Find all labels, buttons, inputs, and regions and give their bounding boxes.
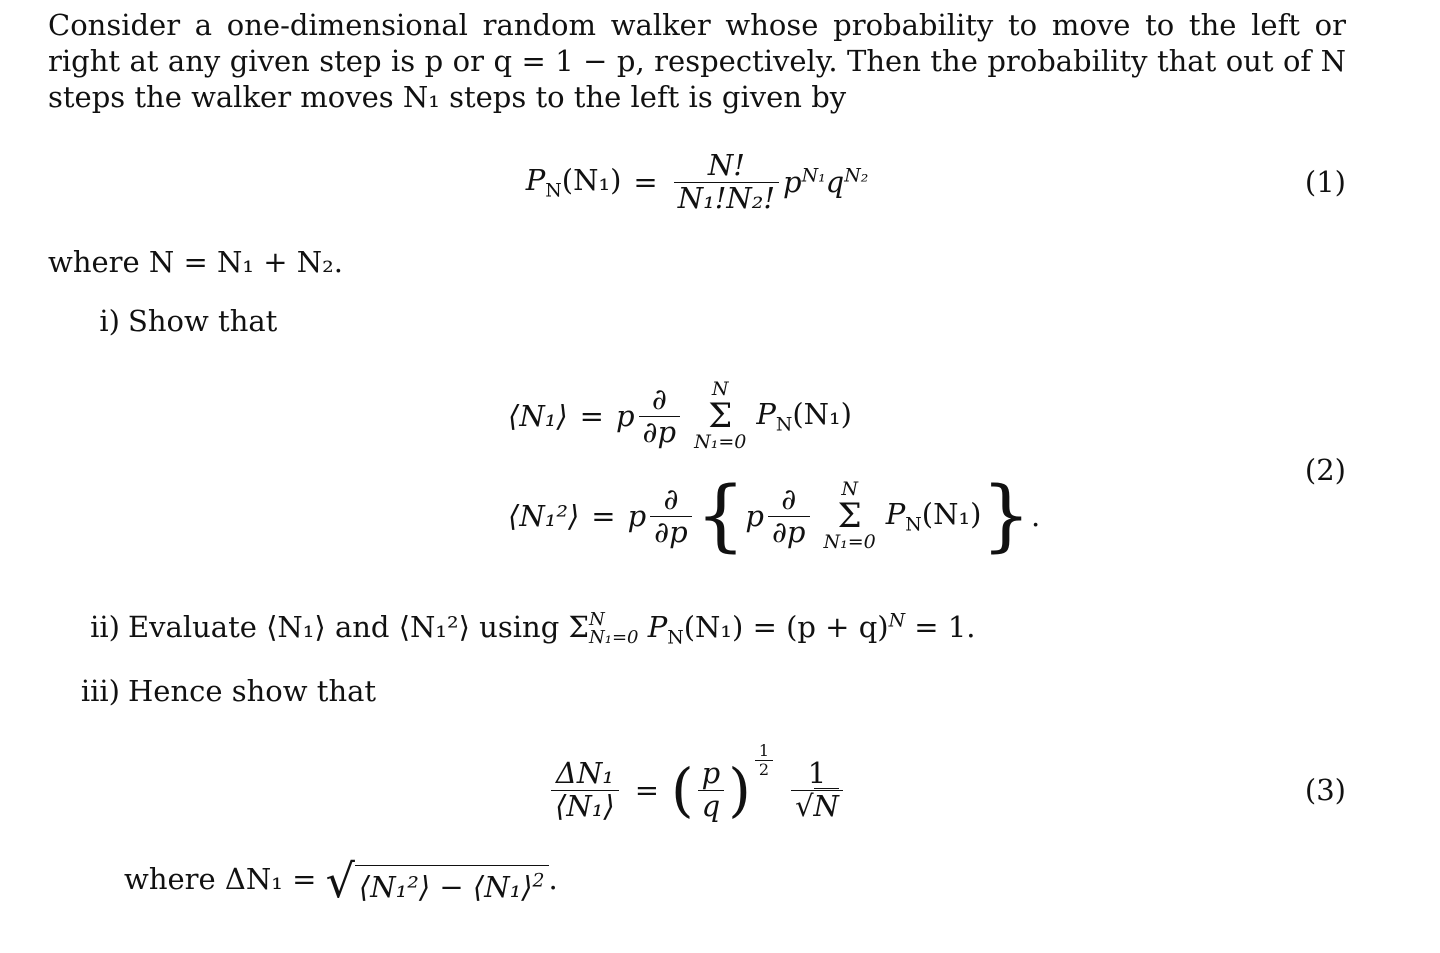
where-definition-2: where ΔN₁ = √ ⟨N₁²⟩ − ⟨N₁⟩$^2$ . (124, 854, 558, 908)
eq2-brace-open: { (695, 471, 746, 561)
item-i (48, 304, 277, 338)
equation-number-2: (2) (1304, 453, 1346, 487)
eq2-brace-close: } (981, 471, 1032, 561)
eq2-line2-sum: N Σ N₁=0 (823, 478, 876, 553)
eq3-exponent: $\frac{1}{2}$ (755, 742, 773, 778)
eq2-line1-lhs: ⟨N₁⟩ (508, 399, 568, 433)
eq1-lhs-sub: N (545, 180, 562, 202)
equation-number-3: (3) (1304, 773, 1346, 807)
item-i-label: i) (99, 304, 120, 338)
eq2-line2-partial: $\frac{\partial}{\partial p}$ (650, 484, 692, 549)
intro-paragraph: Consider a one-dimensional random walker whose probability to move to the left or right at any given step is p or q = 1 − p, respectively. Then the probability that out of N steps the walker moves N₁ steps to the left is given by (48, 8, 1346, 114)
eq2-line2-inner-p: p (745, 499, 764, 533)
eq2-line2-inner-partial: $\frac{\partial}{\partial p}$ (768, 484, 810, 549)
eq2-line2-p: p (627, 499, 647, 533)
item-i-text: Show that (128, 304, 278, 338)
item-iii-text: Hence show that (128, 674, 377, 708)
item-ii-text: Evaluate ⟨N₁⟩ and ⟨N₁²⟩ using Σ (128, 610, 589, 644)
eq1-equals: = (633, 165, 658, 199)
eq3-paren-open: ( (671, 756, 694, 824)
item-ii-label: ii) (90, 610, 120, 644)
eq1-p: p (783, 165, 802, 199)
eq2-line2-lhs: ⟨N₁²⟩ (508, 499, 580, 533)
eq1-fraction (674, 147, 779, 215)
where-definition-1: where N = N₁ + N₂. (48, 245, 343, 279)
eq2-line2-summand: $P_N(N_1)$ (885, 496, 982, 536)
eq2-line-2 (508, 462, 1040, 570)
eq3-rhs-fraction: $\frac{1}{√N}$ (791, 758, 843, 823)
eq2-line1-summand: $P_N(N_1)$ (756, 396, 852, 436)
eq1-q: q (825, 165, 845, 199)
where2-sqrt: √ ⟨N₁²⟩ − ⟨N₁⟩$^2$ (326, 858, 549, 904)
eq2-period: . (1031, 499, 1041, 533)
eq2-line-1 (508, 370, 852, 462)
eq3-paren-close: ) (728, 756, 751, 824)
item-ii: ii) Evaluate ⟨N₁⟩ and ⟨N₁²⟩ using Σ N N₁=0 $P_N(N_1) = (p + q)^N = 1$. (48, 610, 975, 649)
eq1-numerator: N! (707, 147, 745, 182)
eq2-line1-partial: $\frac{\partial}{\partial p}$ (639, 384, 681, 449)
equation-number-1: (1) (1304, 165, 1346, 199)
item-iii (48, 674, 376, 708)
eq1-q-exp: N₂ (844, 165, 869, 187)
eq3-lhs-fraction: $\frac{\text{ΔN₁}}{\text{⟨N₁⟩}}$ (551, 758, 619, 823)
eq1-denominator: N₁!N₂! (674, 182, 779, 215)
eq2-line1-p: p (615, 399, 635, 433)
eq2-line1-equals: = (579, 399, 604, 433)
equation-2 (48, 370, 1346, 570)
eq3-inner-fraction: $\frac{p}{q}$ (698, 758, 725, 823)
equation-3 (48, 738, 1346, 842)
item-iii-label: iii) (80, 674, 120, 708)
eq2-line2-equals: = (591, 499, 616, 533)
item-ii-sum-limits: N N₁=0 (588, 609, 639, 648)
eq1-lhs-arg: (N₁) (561, 162, 622, 197)
eq3-equals: = (634, 773, 660, 807)
equation-1 (48, 140, 1346, 224)
eq1-lhs: P (525, 162, 546, 197)
eq2-line1-sum: N Σ N₁=0 (694, 378, 747, 453)
eq1-p-exp: N₁ (801, 165, 826, 187)
